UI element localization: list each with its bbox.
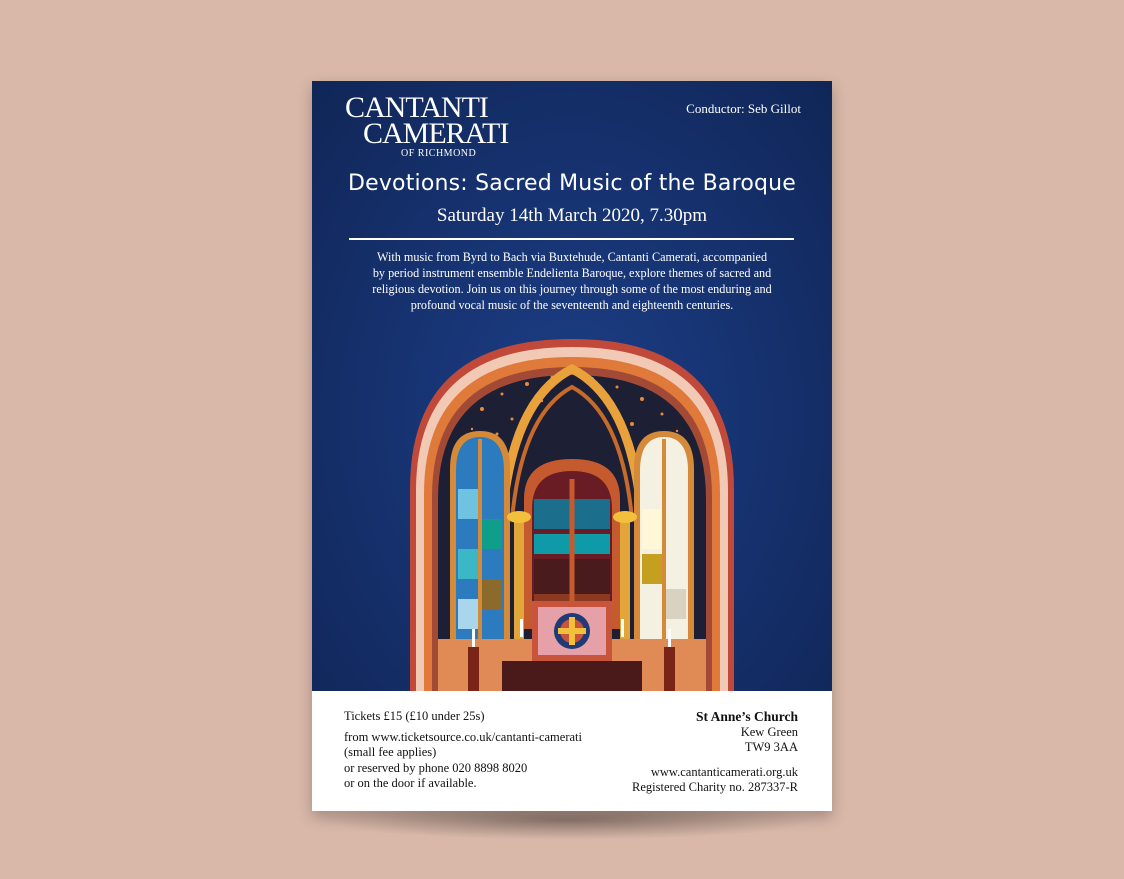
ticket-line: from www.ticketsource.co.uk/cantanti-camerati xyxy=(344,729,582,744)
venue-name: St Anne’s Church xyxy=(695,709,798,724)
concert-title: Devotions: Sacred Music of the Baroque xyxy=(347,171,797,196)
venue-address-1: Kew Green xyxy=(740,724,798,739)
charity-number: Registered Charity no. 287337-R xyxy=(632,780,798,794)
description-line: With music from Byrd to Bach via Buxtehude, Cantanti Camerati, accompanied xyxy=(376,250,768,264)
logo-line-1: CANTANTI xyxy=(345,91,488,124)
description-line: profound vocal music of the seventeenth and eighteenth centuries. xyxy=(410,298,734,312)
concert-description xyxy=(352,249,792,313)
logo-line-2: CAMERATI xyxy=(363,117,509,150)
venue-address-2: TW9 3AA xyxy=(744,740,798,754)
venue-info xyxy=(632,709,798,796)
logo-line-3: OF RICHMOND xyxy=(401,148,477,159)
ticket-line: or on the door if available. xyxy=(344,776,477,790)
ticket-line: or reserved by phone 020 8898 8020 xyxy=(344,760,528,775)
conductor-credit: Conductor: Seb Gillot xyxy=(686,101,801,116)
cantanti-camerati-logo xyxy=(345,91,509,159)
ticket-info xyxy=(344,709,582,792)
poster xyxy=(312,81,832,811)
website: www.cantanticamerati.org.uk xyxy=(650,764,798,779)
church-interior-illustration xyxy=(402,339,742,691)
description-line: by period instrument ensemble Endelienta Baroque, explore themes of sacred and xyxy=(372,266,772,280)
concert-date: Saturday 14th March 2020, 7.30pm xyxy=(436,205,708,226)
description-line: religious devotion. Join us on this journey through some of the most enduring and xyxy=(372,282,772,296)
ticket-price: Tickets £15 (£10 under 25s) xyxy=(344,709,485,723)
divider xyxy=(349,238,794,240)
ticket-line: (small fee applies) xyxy=(344,745,437,759)
poster-header-panel xyxy=(312,81,832,691)
